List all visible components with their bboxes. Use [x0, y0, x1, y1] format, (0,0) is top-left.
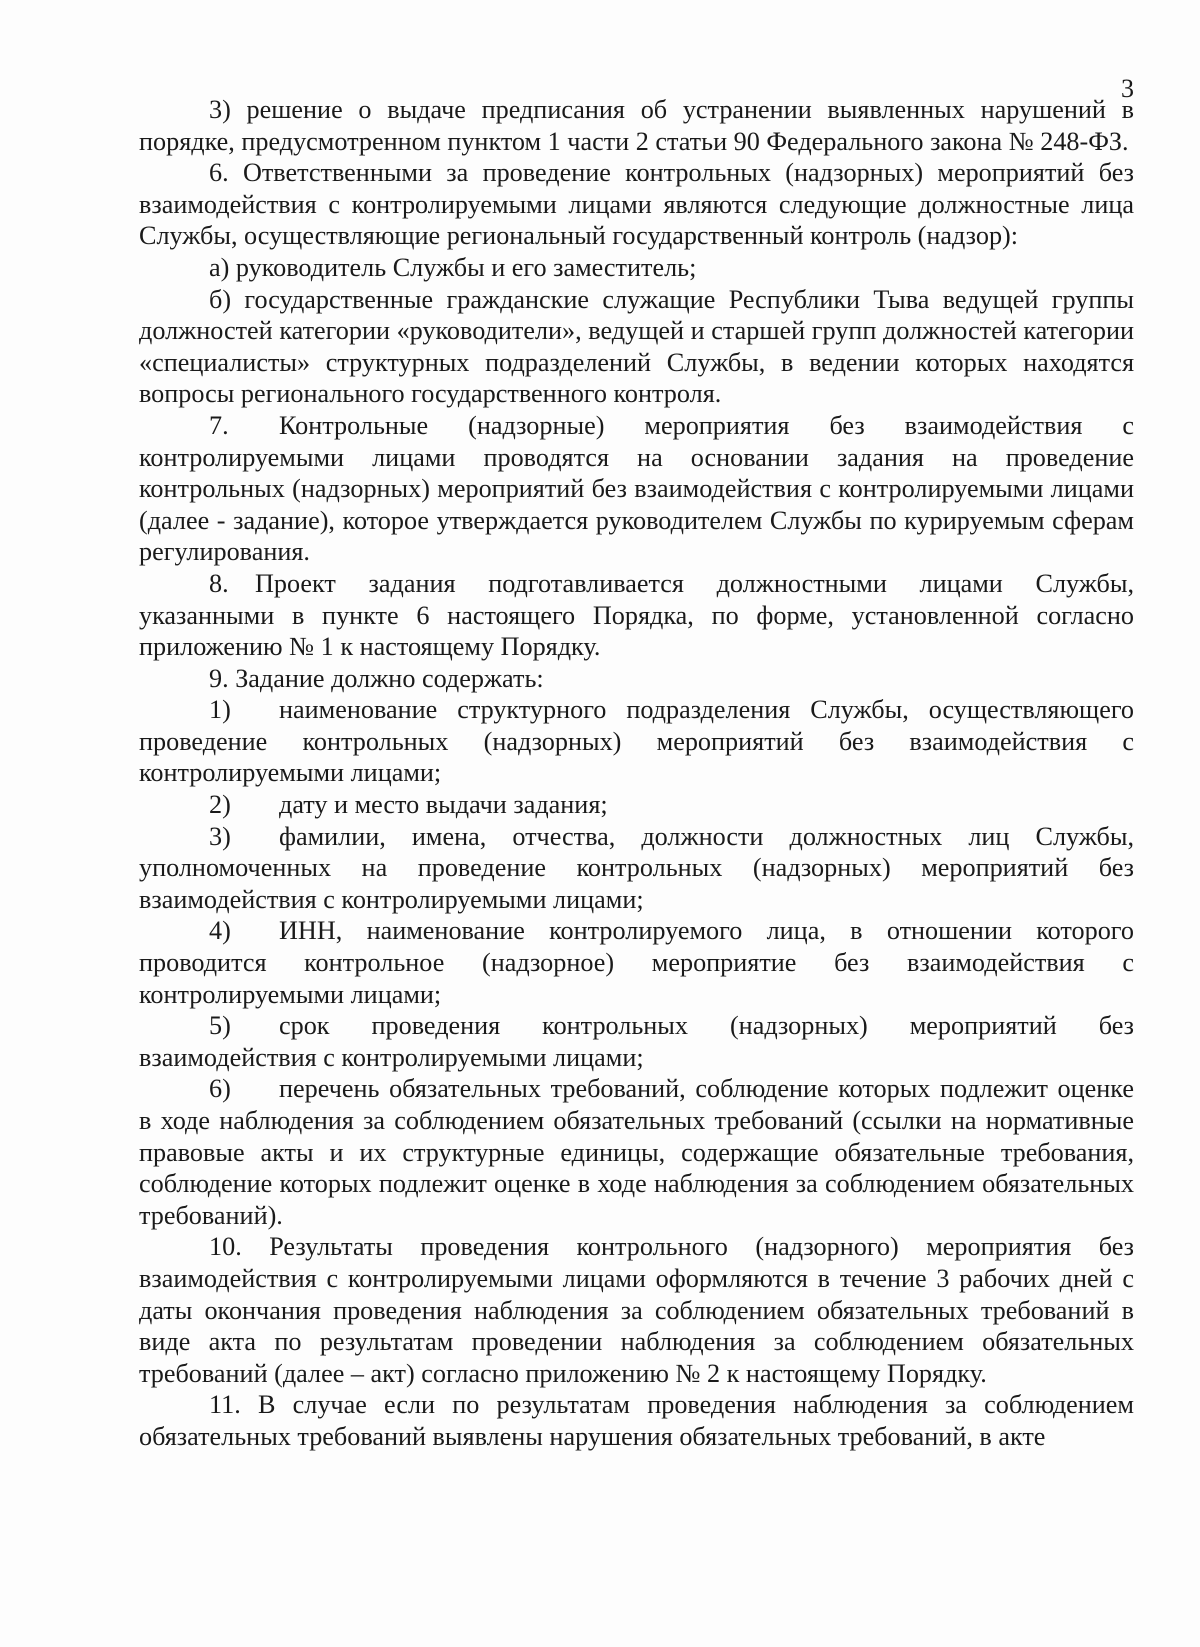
paragraph-item-9-6: [139, 1073, 1134, 1231]
paragraph-item-9-1: [139, 694, 1134, 789]
paragraph-item-11: 11. В случае если по результатам проведения наблюдения за соблюдением обязательных требований выявлены нарушения обязательных требований, в акте: [139, 1390, 1134, 1451]
paragraph-item-8: [139, 568, 1134, 663]
item-number: 5): [209, 1011, 231, 1041]
item-number: 6): [209, 1074, 231, 1104]
item-text: фамилии, имена, отчества, должности должностных лиц Службы, уполномоченных на проведение контрольных (надзорных) мероприятий без взаимодействия с контролируемыми лицами;: [139, 821, 1134, 914]
item-number: 1): [209, 695, 231, 725]
paragraph-item-9-3: [139, 821, 1134, 916]
paragraph-item-7: [139, 410, 1134, 568]
item-text: срок проведения контрольных (надзорных) мероприятий без взаимодействия с контролируемыми лицами;: [139, 1011, 1134, 1072]
item-text: перечень обязательных требований, соблюдение которых подлежит оценке в ходе наблюдения за соблюдением обязательных требований (ссылки на нормативные правовые акты и их структурные единицы, содержащие обязательные требования, соблюдение которых подлежит оценке в ходе наблюдения за соблюдением обязательных требований).: [139, 1074, 1134, 1230]
item-text: дату и место выдачи задания;: [279, 790, 608, 820]
item-number: 4): [209, 916, 231, 946]
paragraph-item-6a: а) руководитель Службы и его заместитель;: [209, 252, 697, 282]
item-number: 8.: [209, 568, 229, 598]
paragraph-item-9-2: [139, 789, 1134, 821]
item-text: Контрольные (надзорные) мероприятия без взаимодействия с контролируемыми лицами проводятся на основании задания на проведение контрольных (надзорных) мероприятий без взаимодействия с контролируемыми лицами (далее - задание), которое утверждается руководителем Службы по курируемым сферам регулирования.: [139, 410, 1134, 567]
item-text: Проект задания подготавливается должностными лицами Службы, указанными в пункте 6 настоящего Порядка, по форме, установленной согласно приложению № 1 к настоящему Порядку.: [139, 568, 1134, 662]
paragraph-item-6: 6. Ответственными за проведение контрольных (надзорных) мероприятий без взаимодействия с контролируемыми лицами являются следующие должностные лица Службы, осуществляющие региональный государственный контроль (надзор):: [139, 158, 1134, 251]
item-number: 3): [209, 821, 231, 851]
paragraph-item-6b: б) государственные гражданские служащие Республики Тыва ведущей группы должностей категории «руководители», ведущей и старшей групп должностей категории «специалисты» структурных подразделений Службы, в ведении которых находятся вопросы регионального государственного контроля.: [139, 284, 1134, 409]
item-text: наименование структурного подразделения Службы, осуществляющего проведение контрольных (надзорных) мероприятий без взаимодействия с контролируемыми лицами;: [139, 695, 1134, 788]
page-number: 3: [1121, 74, 1134, 103]
paragraph-item-9-5: [139, 1010, 1134, 1073]
paragraph-item-9-4: [139, 915, 1134, 1010]
paragraph-item-10: 10. Результаты проведения контрольного (надзорного) мероприятия без взаимодействия с контролируемыми лицами оформляются в течение 3 рабочих дней с даты окончания проведения наблюдения за соблюдением обязательных требований в виде акта по результатам проведении наблюдения за соблюдением обязательных требований (далее – акт) согласно приложению № 2 к настоящему Порядку.: [139, 1232, 1134, 1388]
document-body: [139, 94, 1134, 1453]
item-number: 7.: [209, 410, 229, 440]
paragraph-item-9: 9. Задание должно содержать:: [209, 663, 544, 693]
item-text: ИНН, наименование контролируемого лица, в отношении которого проводится контрольное (надзорное) мероприятие без взаимодействия с контролируемыми лицами;: [139, 916, 1134, 1009]
item-number: 2): [209, 790, 231, 820]
paragraph-decision-3: 3) решение о выдаче предписания об устранении выявленных нарушений в порядке, предусмотренном пунктом 1 части 2 статьи 90 Федерального закона № 248-ФЗ.: [139, 95, 1134, 156]
